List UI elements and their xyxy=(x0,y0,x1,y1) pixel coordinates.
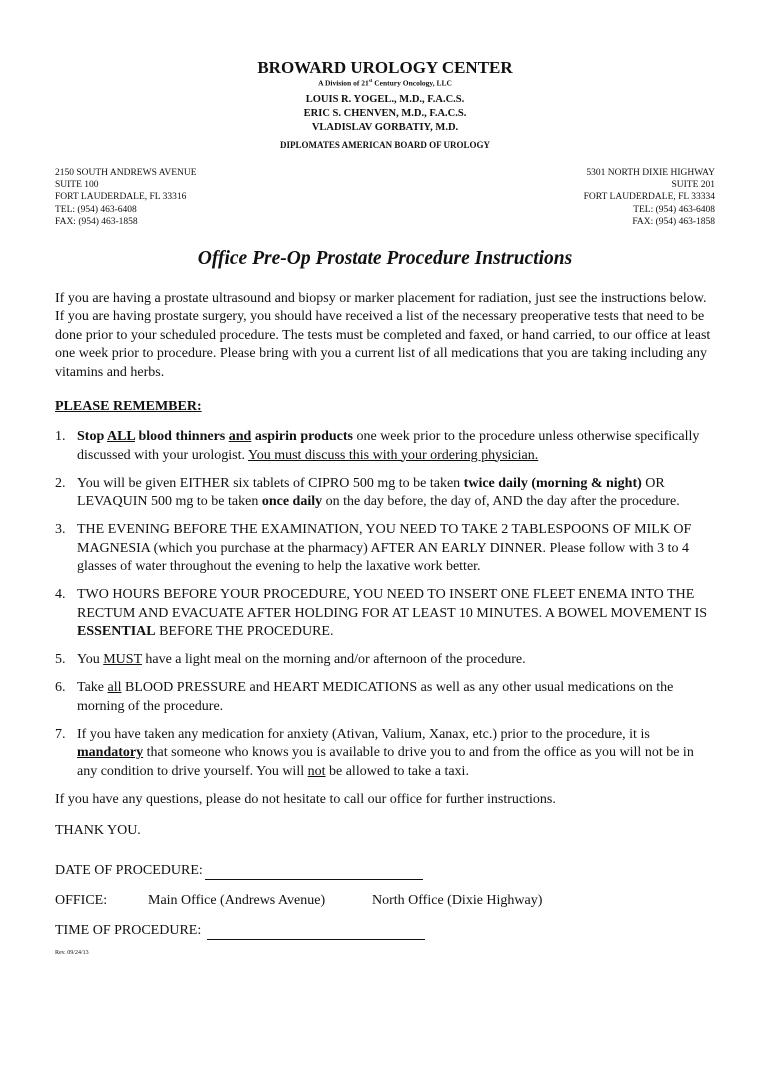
document-title: Office Pre-Op Prostate Procedure Instructions xyxy=(197,247,573,269)
list-item: 3. THE EVENING BEFORE THE EXAMINATION, YOU NEED TO TAKE 2 TABLESPOONS OF MILK OF MAGNESIA (which you purchase at the pharmacy) AFTER AN EARLY DINNER. Please follow with 3 to 4 glasses of water throughout the evening to help the laxative work better. xyxy=(55,522,692,575)
list-item: 4. TWO HOURS BEFORE YOUR PROCEDURE, YOU NEED TO INSERT ONE FLEET ENEMA INTO THE RECTUM AND EVACUATE AFTER HOLDING FOR AT LEAST 10 MINUTES. A BOWEL MOVEMENT IS ESSENTIAL BEFORE THE PROCEDURE. xyxy=(55,587,708,640)
doctor-name: ERIC S. CHENVEN, M.D., F.A.C.S. xyxy=(303,107,467,119)
time-label: TIME OF PROCEDURE: xyxy=(55,922,205,938)
north-office-option[interactable]: North Office (Dixie Highway) xyxy=(372,892,543,908)
doctor-name: VLADISLAV GORBATIY, M.D. xyxy=(311,121,459,133)
division-line: A Division of 21st Century Oncology, LLC xyxy=(318,78,452,88)
intro-paragraph: If you are having a prostate ultrasound and biopsy or marker placement for radiation, just see the instructions below. If you are having prostate surgery, you should have received a list of the necessary preoperative tests that need to be done prior to your scheduled procedure. The tests must be completed and faxed, or hand carried, to our office at least one week prior to procedure. Please bring with you a current list of all medications that you are taking including any vitamins and herbs. xyxy=(55,290,711,380)
list-item: 6. Take all BLOOD PRESSURE and HEART MEDICATIONS as well as any other usual medications on the morning of the procedure. xyxy=(55,680,674,714)
please-remember-heading: PLEASE REMEMBER: xyxy=(55,399,202,415)
list-item: 1. Stop ALL blood thinners and aspirin products one week prior to the procedure unless otherwise specifically discussed with your urologist. You must discuss this with your ordering physician. xyxy=(55,429,700,463)
date-of-procedure-row xyxy=(55,862,715,880)
closing-paragraph: If you have any questions, please do not hesitate to call our office for further instructions. xyxy=(55,791,556,807)
document-page xyxy=(0,58,770,1082)
thank-you: THANK YOU. xyxy=(55,822,141,838)
diplomates-line: DIPLOMATES AMERICAN BOARD OF UROLOGY xyxy=(279,139,490,150)
revision-date: Rev. 09/24/13 xyxy=(55,949,89,956)
date-label: DATE OF PROCEDURE: xyxy=(55,862,203,878)
date-of-procedure-field[interactable] xyxy=(205,864,423,880)
main-office-option[interactable]: Main Office (Andrews Avenue) xyxy=(148,892,326,908)
list-item: 5. You MUST have a light meal on the morning and/or afternoon of the procedure. xyxy=(55,652,526,668)
list-item: 2. You will be given EITHER six tablets of CIPRO 500 mg to be taken twice daily (morning & night) OR LEVAQUIN 500 mg to be taken once daily on the day before, the day of, AND the day after the procedure. xyxy=(55,475,680,510)
time-of-procedure-row xyxy=(55,922,715,940)
time-of-procedure-field[interactable] xyxy=(207,924,425,940)
office-addresses xyxy=(55,167,715,229)
center-name: BROWARD UROLOGY CENTER xyxy=(257,58,513,77)
letterhead xyxy=(55,58,715,151)
office-label: OFFICE: xyxy=(55,892,108,908)
doctor-name: LOUIS R. YOGEL., M.D., F.A.C.S. xyxy=(305,93,465,105)
office-row xyxy=(55,892,715,910)
list-item: 7. If you have taken any medication for anxiety (Ativan, Valium, Xanax, etc.) prior to the procedure, it is mandatory that someone who knows you is available to drive you to and from the office as you will not be in any condition to drive yourself. You will not be allowed to take a taxi. xyxy=(55,726,694,779)
doctors-list xyxy=(55,93,715,135)
north-office-address: 5301 NORTH DIXIE HIGHWAY SUITE 201 FORT LAUDERDALE, FL 33334 TEL: (954) 463-6408 FAX: (954) 463-1858 xyxy=(583,167,715,228)
instruction-list xyxy=(55,428,715,781)
south-office-address: 2150 SOUTH ANDREWS AVENUE SUITE 100 FORT LAUDERDALE, FL 33316 TEL: (954) 463-6408 FAX: (954) 463-1858 xyxy=(55,167,197,228)
